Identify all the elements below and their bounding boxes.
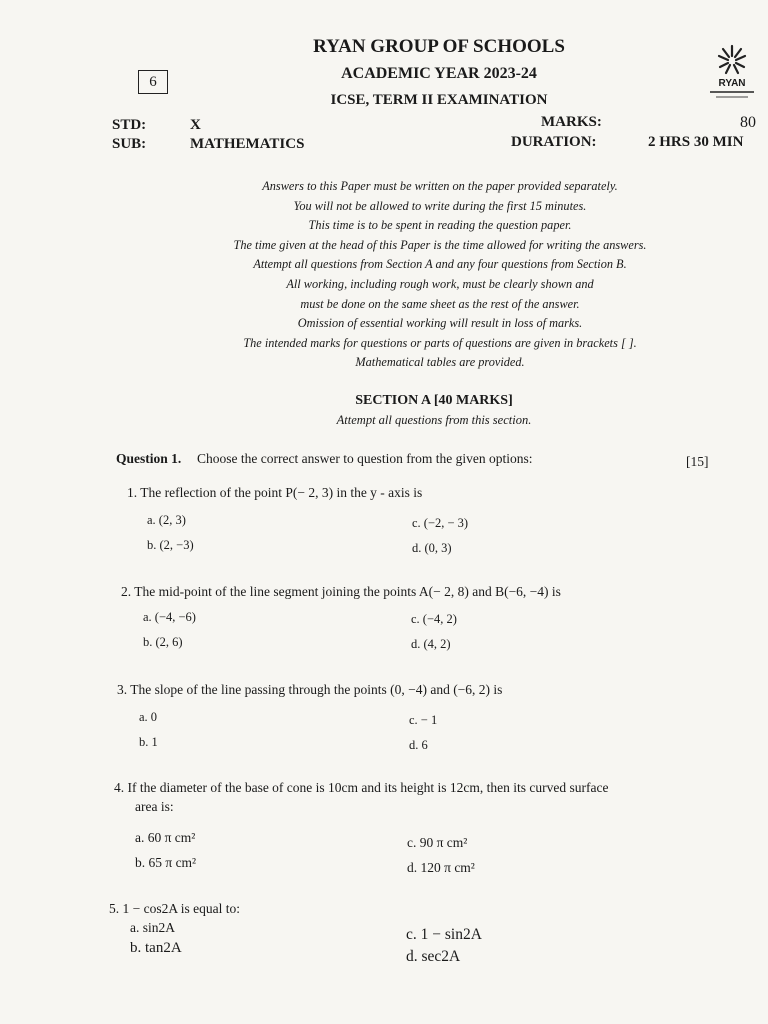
- exam-title: ICSE, TERM II EXAMINATION: [330, 92, 548, 108]
- option-d: d. sec2A: [406, 948, 461, 965]
- logo-label: RYAN: [718, 78, 746, 89]
- option-a: a. (2, 3): [147, 513, 186, 527]
- question-1-text: Choose the correct answer to question from the given options:: [197, 451, 533, 466]
- instruction-line: This time is to be spent in reading the question paper.: [308, 218, 572, 233]
- question-text: 2. The mid-point of the line segment joining the points A(− 2, 8) and B(−6, −4) is: [121, 584, 561, 599]
- option-d: d. (4, 2): [411, 637, 451, 651]
- instruction-line: must be done on the same sheet as the rest of the answer.: [300, 296, 580, 311]
- instruction-line: Mathematical tables are provided.: [355, 355, 525, 370]
- instruction-line: The time given at the head of this Paper is the time allowed for writing the answers.: [233, 237, 647, 252]
- instruction-line: All working, including rough work, must be clearly shown and: [286, 276, 594, 291]
- option-d: d. 6: [409, 738, 428, 752]
- page-number-box: 6: [138, 70, 168, 94]
- section-a-title: SECTION A [40 MARKS]: [355, 393, 513, 408]
- option-b: b. tan2A: [130, 940, 182, 956]
- option-c: c. 90 π cm²: [407, 835, 468, 850]
- marks-value: 80: [740, 114, 756, 131]
- academic-year: ACADEMIC YEAR 2023-24: [341, 65, 537, 82]
- option-b: b. (2, 6): [143, 635, 183, 649]
- duration-label: DURATION:: [511, 134, 597, 150]
- instruction-line: Attempt all questions from Section A and any four questions from Section B.: [253, 257, 627, 272]
- question-text: 5. 1 − cos2A is equal to:: [109, 901, 240, 916]
- instruction-line: Answers to this Paper must be written on the paper provided separately.: [262, 179, 618, 193]
- question-1-marks: [15]: [686, 454, 709, 469]
- question-text: 3. The slope of the line passing through the points (0, −4) and (−6, 2) is: [117, 682, 503, 697]
- option-b: b. 65 π cm²: [135, 855, 197, 870]
- question-text: 1. The reflection of the point P(− 2, 3) in the y - axis is: [127, 485, 423, 500]
- ryan-logo-icon: [706, 42, 758, 102]
- option-a: a. (−4, −6): [143, 610, 196, 624]
- option-a: a. 60 π cm²: [135, 830, 196, 845]
- option-a: a. sin2A: [130, 920, 175, 935]
- section-a-subtitle: Attempt all questions from this section.: [336, 413, 532, 427]
- sub-label: SUB:: [112, 136, 147, 152]
- question-text-continued: area is:: [135, 799, 174, 814]
- option-c: c. (−2, − 3): [412, 516, 469, 530]
- option-b: b. 1: [139, 735, 158, 749]
- instruction-line: Omission of essential working will result in loss of marks.: [297, 316, 583, 331]
- duration-value: 2 HRS 30 MIN: [648, 134, 744, 150]
- instruction-line: You will not be allowed to write during the first 15 minutes.: [293, 198, 587, 213]
- question-1-label: Question 1.: [116, 451, 182, 466]
- option-c: c. − 1: [409, 713, 438, 727]
- option-c: c. 1 − sin2A: [406, 926, 482, 943]
- question-text: 4. If the diameter of the base of cone is 10cm and its height is 12cm, then its curved surface: [114, 780, 609, 795]
- instruction-line: The intended marks for questions or parts of questions are given in brackets [ ].: [243, 335, 637, 350]
- option-c: c. (−4, 2): [411, 612, 457, 626]
- sub-value: MATHEMATICS: [190, 136, 305, 152]
- option-b: b. (2, −3): [147, 538, 194, 552]
- std-value: X: [190, 117, 201, 133]
- std-label: STD:: [112, 117, 147, 133]
- option-a: a. 0: [139, 710, 158, 724]
- option-d: d. (0, 3): [412, 541, 452, 555]
- option-d: d. 120 π cm²: [407, 860, 475, 875]
- marks-label: MARKS:: [541, 114, 602, 130]
- instructions-block: [150, 177, 730, 373]
- school-name: RYAN GROUP OF SCHOOLS: [313, 36, 565, 57]
